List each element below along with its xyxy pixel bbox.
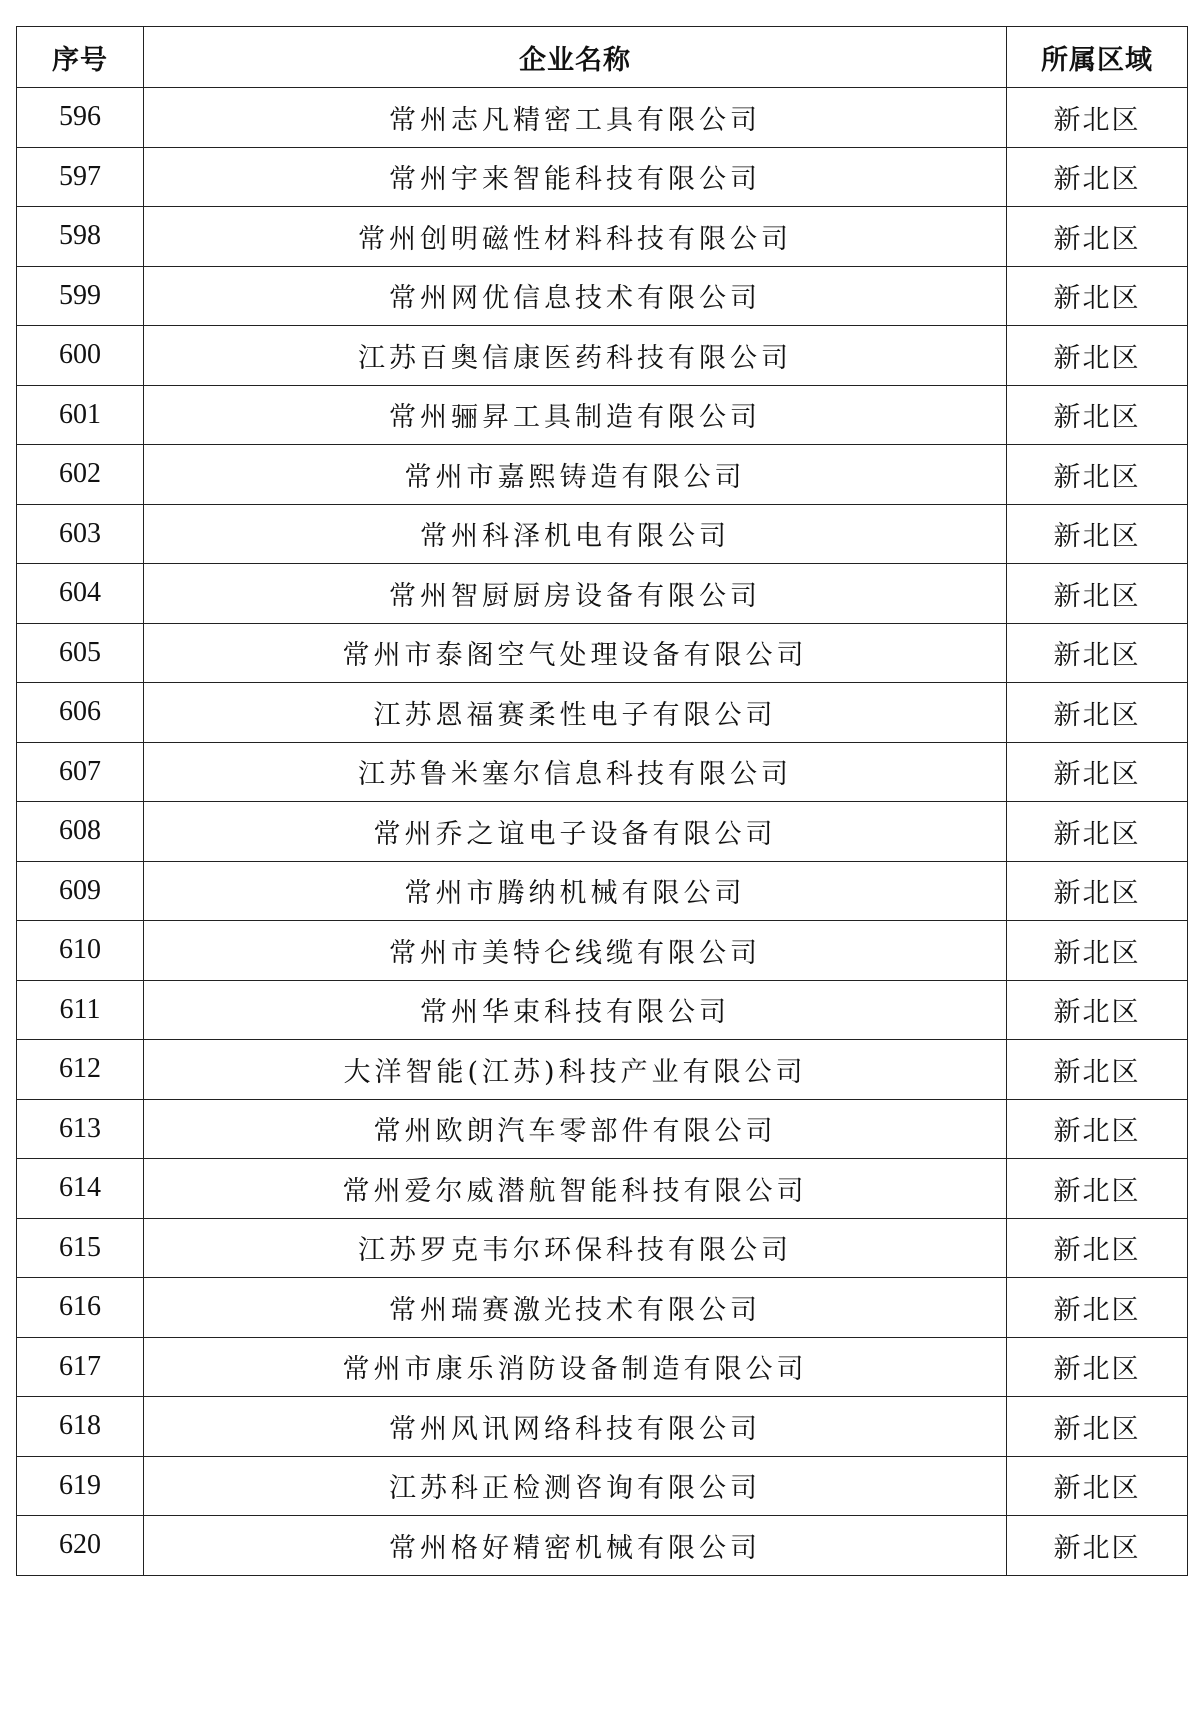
table-row: [17, 385, 1188, 445]
table-row: [17, 623, 1188, 683]
company-name-cell: 江苏罗克韦尔环保科技有限公司: [144, 1218, 1007, 1278]
district-cell: 新北区: [1007, 1337, 1188, 1397]
serial-number-cell: 608: [17, 802, 144, 862]
company-name-cell: 常州乔之谊电子设备有限公司: [144, 802, 1007, 862]
company-name-cell: 常州骊昇工具制造有限公司: [144, 385, 1007, 445]
table-row: [17, 980, 1188, 1040]
serial-number-cell: 603: [17, 504, 144, 564]
district-cell: 新北区: [1007, 266, 1188, 326]
serial-number-cell: 605: [17, 623, 144, 683]
table-row: [17, 266, 1188, 326]
table-row: [17, 88, 1188, 148]
serial-number-cell: 618: [17, 1397, 144, 1457]
serial-number-cell: 612: [17, 1040, 144, 1100]
header-row: [17, 27, 1188, 88]
table-header: [17, 27, 1188, 88]
serial-number-cell: 604: [17, 564, 144, 624]
table-row: [17, 683, 1188, 743]
district-cell: 新北区: [1007, 1456, 1188, 1516]
district-cell: 新北区: [1007, 980, 1188, 1040]
company-name-cell: 常州爱尔威潜航智能科技有限公司: [144, 1159, 1007, 1219]
header-serial-number: 序号: [17, 27, 144, 88]
company-name-cell: 江苏百奥信康医药科技有限公司: [144, 326, 1007, 386]
district-cell: 新北区: [1007, 147, 1188, 207]
company-name-cell: 常州瑞赛激光技术有限公司: [144, 1278, 1007, 1338]
serial-number-cell: 606: [17, 683, 144, 743]
serial-number-cell: 601: [17, 385, 144, 445]
company-name-cell: 常州市康乐消防设备制造有限公司: [144, 1337, 1007, 1397]
serial-number-cell: 613: [17, 1099, 144, 1159]
company-name-cell: 常州市美特仑线缆有限公司: [144, 921, 1007, 981]
serial-number-cell: 616: [17, 1278, 144, 1338]
district-cell: 新北区: [1007, 445, 1188, 505]
district-cell: 新北区: [1007, 504, 1188, 564]
company-list-table-container: [16, 26, 1187, 1576]
serial-number-cell: 619: [17, 1456, 144, 1516]
company-name-cell: 常州华束科技有限公司: [144, 980, 1007, 1040]
company-name-cell: 常州格好精密机械有限公司: [144, 1516, 1007, 1576]
table-row: [17, 1040, 1188, 1100]
header-company-name: 企业名称: [144, 27, 1007, 88]
table-row: [17, 802, 1188, 862]
district-cell: 新北区: [1007, 861, 1188, 921]
table-row: [17, 861, 1188, 921]
district-cell: 新北区: [1007, 385, 1188, 445]
district-cell: 新北区: [1007, 88, 1188, 148]
company-name-cell: 常州市腾纳机械有限公司: [144, 861, 1007, 921]
company-name-cell: 常州市泰阁空气处理设备有限公司: [144, 623, 1007, 683]
company-name-cell: 江苏科正检测咨询有限公司: [144, 1456, 1007, 1516]
company-name-cell: 大洋智能(江苏)科技产业有限公司: [144, 1040, 1007, 1100]
district-cell: 新北区: [1007, 1516, 1188, 1576]
table-row: [17, 1516, 1188, 1576]
serial-number-cell: 620: [17, 1516, 144, 1576]
company-name-cell: 常州欧朗汽车零部件有限公司: [144, 1099, 1007, 1159]
district-cell: 新北区: [1007, 564, 1188, 624]
serial-number-cell: 610: [17, 921, 144, 981]
table-row: [17, 147, 1188, 207]
table-row: [17, 1099, 1188, 1159]
header-district: 所属区域: [1007, 27, 1188, 88]
district-cell: 新北区: [1007, 207, 1188, 267]
table-row: [17, 1456, 1188, 1516]
company-name-cell: 常州创明磁性材料科技有限公司: [144, 207, 1007, 267]
table-row: [17, 1218, 1188, 1278]
table-row: [17, 504, 1188, 564]
district-cell: 新北区: [1007, 1040, 1188, 1100]
district-cell: 新北区: [1007, 326, 1188, 386]
district-cell: 新北区: [1007, 1397, 1188, 1457]
serial-number-cell: 614: [17, 1159, 144, 1219]
table-row: [17, 326, 1188, 386]
district-cell: 新北区: [1007, 1278, 1188, 1338]
district-cell: 新北区: [1007, 1218, 1188, 1278]
district-cell: 新北区: [1007, 1159, 1188, 1219]
district-cell: 新北区: [1007, 802, 1188, 862]
table-body: [17, 88, 1188, 1576]
serial-number-cell: 611: [17, 980, 144, 1040]
district-cell: 新北区: [1007, 921, 1188, 981]
table-row: [17, 207, 1188, 267]
table-row: [17, 921, 1188, 981]
table-row: [17, 1397, 1188, 1457]
company-name-cell: 常州科泽机电有限公司: [144, 504, 1007, 564]
district-cell: 新北区: [1007, 623, 1188, 683]
serial-number-cell: 607: [17, 742, 144, 802]
serial-number-cell: 598: [17, 207, 144, 267]
table-row: [17, 1159, 1188, 1219]
serial-number-cell: 609: [17, 861, 144, 921]
company-name-cell: 常州网优信息技术有限公司: [144, 266, 1007, 326]
district-cell: 新北区: [1007, 683, 1188, 743]
company-name-cell: 常州市嘉熙铸造有限公司: [144, 445, 1007, 505]
company-list-table: [16, 26, 1188, 1576]
serial-number-cell: 596: [17, 88, 144, 148]
table-row: [17, 445, 1188, 505]
table-row: [17, 1337, 1188, 1397]
table-row: [17, 742, 1188, 802]
serial-number-cell: 617: [17, 1337, 144, 1397]
company-name-cell: 常州风讯网络科技有限公司: [144, 1397, 1007, 1457]
company-name-cell: 常州智厨厨房设备有限公司: [144, 564, 1007, 624]
serial-number-cell: 597: [17, 147, 144, 207]
company-name-cell: 常州志凡精密工具有限公司: [144, 88, 1007, 148]
district-cell: 新北区: [1007, 1099, 1188, 1159]
serial-number-cell: 615: [17, 1218, 144, 1278]
serial-number-cell: 602: [17, 445, 144, 505]
table-row: [17, 564, 1188, 624]
company-name-cell: 江苏恩福赛柔性电子有限公司: [144, 683, 1007, 743]
district-cell: 新北区: [1007, 742, 1188, 802]
serial-number-cell: 599: [17, 266, 144, 326]
company-name-cell: 江苏鲁米塞尔信息科技有限公司: [144, 742, 1007, 802]
serial-number-cell: 600: [17, 326, 144, 386]
company-name-cell: 常州宇来智能科技有限公司: [144, 147, 1007, 207]
table-row: [17, 1278, 1188, 1338]
